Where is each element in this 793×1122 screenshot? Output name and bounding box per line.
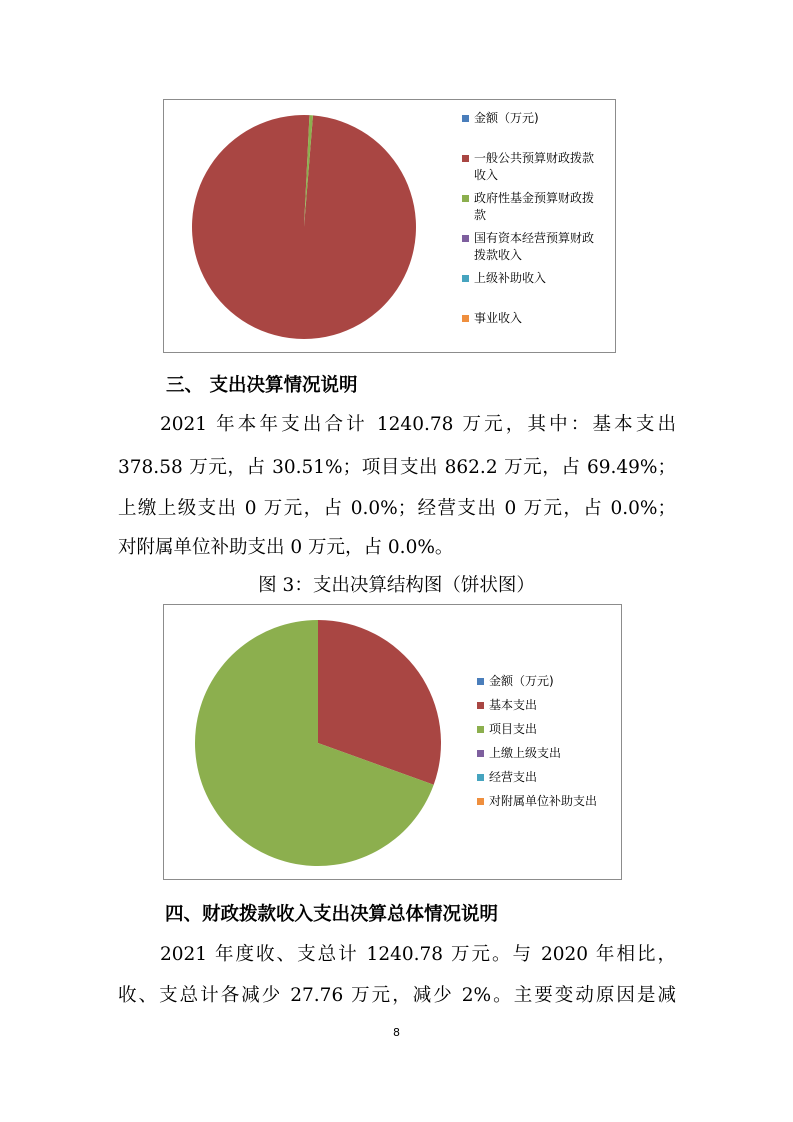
section4-line-2: 收、支总计各减少 27.76 万元，减少 2%。主要变动原因是减 <box>118 985 676 1006</box>
chart1-slice-1 <box>192 115 416 339</box>
revenue-pie-svg <box>164 100 617 354</box>
chart2-legend-item-5 <box>477 793 597 810</box>
chart2-legend-swatch-3 <box>477 750 484 757</box>
chart1-legend-swatch-4 <box>462 275 469 282</box>
chart1-legend-item-0 <box>462 110 539 127</box>
chart2-legend-item-2 <box>477 721 537 738</box>
chart2-legend-item-4 <box>477 769 537 786</box>
chart2-legend-item-0 <box>477 673 554 690</box>
chart1-legend-label-1: 一般公共预算财政拨款 收入 <box>474 151 595 182</box>
section3-line-1: 2021 年本年支出合计 1240.78 万元，其中：基本支出 <box>160 414 676 435</box>
chart1-legend-label-3: 国有资本经营预算财政 拨款收入 <box>474 231 595 262</box>
chart1-legend-swatch-5 <box>462 315 469 322</box>
chart2-legend-label-5: 对附属单位补助支出 <box>489 794 598 808</box>
chart1-legend-item-1 <box>462 150 594 184</box>
chart1-legend-label-2: 政府性基金预算财政拨 款 <box>474 191 595 222</box>
section4-line-1: 2021 年度收、支总计 1240.78 万元。与 2020 年相比， <box>160 944 676 965</box>
chart1-legend-swatch-1 <box>462 155 469 162</box>
chart2-legend-label-1: 基本支出 <box>489 698 538 712</box>
figure3-caption: 图 3：支出决算结构图（饼状图） <box>258 575 535 596</box>
chart2-legend-swatch-0 <box>477 678 484 685</box>
section3-line-4: 对附属单位补助支出 0 万元，占 0.0%。 <box>118 537 454 558</box>
chart1-legend-swatch-3 <box>462 235 469 242</box>
chart2-legend-label-3: 上缴上级支出 <box>489 746 562 760</box>
chart1-legend-item-3 <box>462 230 594 264</box>
chart2-legend-swatch-4 <box>477 774 484 781</box>
chart2-legend-item-3 <box>477 745 561 762</box>
chart1-legend-label-5: 事业收入 <box>474 311 523 325</box>
revenue-pie-chart <box>163 99 616 353</box>
chart2-legend-label-0: 金额（万元) <box>489 674 554 688</box>
chart1-legend-label-0: 金额（万元) <box>474 111 539 125</box>
section3-heading: 三、 支出决算情况说明 <box>166 375 358 396</box>
chart2-legend-item-1 <box>477 697 537 714</box>
chart1-legend-swatch-2 <box>462 195 469 202</box>
section4-heading: 四、财政拨款收入支出决算总体情况说明 <box>165 904 499 925</box>
expenditure-pie-svg <box>164 605 623 881</box>
chart1-legend-item-4 <box>462 270 546 287</box>
chart1-legend-swatch-0 <box>462 115 469 122</box>
page-number: 8 <box>393 1026 400 1039</box>
chart2-legend-label-2: 项目支出 <box>489 722 538 736</box>
chart1-legend-label-4: 上级补助收入 <box>474 271 547 285</box>
chart2-legend-swatch-5 <box>477 798 484 805</box>
section3-line-3: 上缴上级支出 0 万元，占 0.0%；经营支出 0 万元，占 0.0%； <box>118 498 676 519</box>
expenditure-pie-chart <box>163 604 622 880</box>
chart2-legend-swatch-1 <box>477 702 484 709</box>
section3-line-2: 378.58 万元，占 30.51%；项目支出 862.2 万元，占 69.49%； <box>118 457 676 478</box>
chart2-legend-label-4: 经营支出 <box>489 770 538 784</box>
chart1-legend-item-2 <box>462 190 594 224</box>
chart2-legend-swatch-2 <box>477 726 484 733</box>
chart1-legend-item-5 <box>462 310 522 327</box>
